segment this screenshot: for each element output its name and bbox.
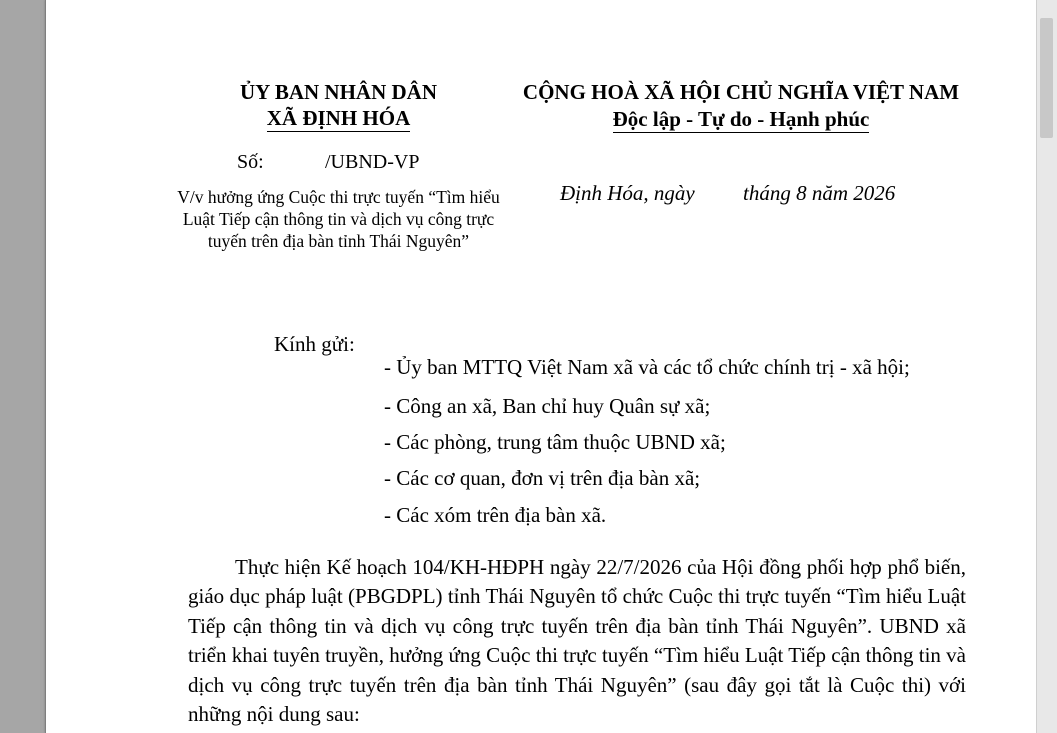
recipient-item: - Các cơ quan, đơn vị trên địa bàn xã; — [384, 466, 701, 490]
org-name-line2 — [206, 106, 471, 131]
date-month-year: tháng 8 năm 2026 — [743, 181, 896, 205]
national-motto — [476, 107, 1006, 132]
recipient-item: - Công an xã, Ban chỉ huy Quân sự xã; — [384, 394, 711, 418]
national-title: CỘNG HOÀ XÃ HỘI CHỦ NGHĨA VIỆT NAM — [522, 80, 960, 104]
doc-number-label: Số: — [237, 151, 264, 173]
national-motto-text: Độc lập - Tự do - Hạnh phúc — [612, 107, 870, 131]
date-place: Định Hóa, ngày — [560, 181, 695, 205]
recipient-item: - Ủy ban MTTQ Việt Nam xã và các tổ chức chính trị - xã hội; — [384, 355, 910, 379]
org-name-line1: ỦY BAN NHÂN DÂN — [240, 80, 437, 104]
doc-number-code: /UBND-VP — [325, 151, 420, 173]
subject-line: V/v hưởng ứng Cuộc thi trực tuyến “Tìm hiểu Luật Tiếp cận thông tin và dịch vụ công trực tuyến trên địa bàn tỉnh Thái Nguyên” — [177, 187, 500, 251]
recipient-item: - Các xóm trên địa bàn xã. — [384, 503, 607, 527]
scrollbar-thumb[interactable] — [1040, 18, 1053, 138]
document-page — [45, 0, 1037, 733]
salutation: Kính gửi: — [274, 332, 355, 356]
recipient-item: - Các phòng, trung tâm thuộc UBND xã; — [384, 430, 726, 454]
org-name-line2-text: XÃ ĐỊNH HÓA — [266, 106, 411, 130]
vertical-scrollbar[interactable] — [1036, 0, 1057, 733]
body-paragraph: Thực hiện Kế hoạch 104/KH-HĐPH ngày 22/7/2026 của Hội đồng phối hợp phổ biến, giáo dục pháp luật (PBGDPL) tỉnh Thái Nguyên tổ chức Cuộc thi trực tuyến “Tìm hiểu Luật Tiếp cận thông tin và dịch vụ công trực tuyến trên địa bàn tỉnh Thái Nguyên”. UBND xã triển khai tuyên truyền, hưởng ứng Cuộc thi trực tuyến “Tìm hiểu Luật Tiếp cận thông tin và dịch vụ công trực tuyến trên địa bàn tỉnh Thái Nguyên” (sau đây gọi tắt là Cuộc thi) với những nội dung sau: — [188, 555, 966, 727]
